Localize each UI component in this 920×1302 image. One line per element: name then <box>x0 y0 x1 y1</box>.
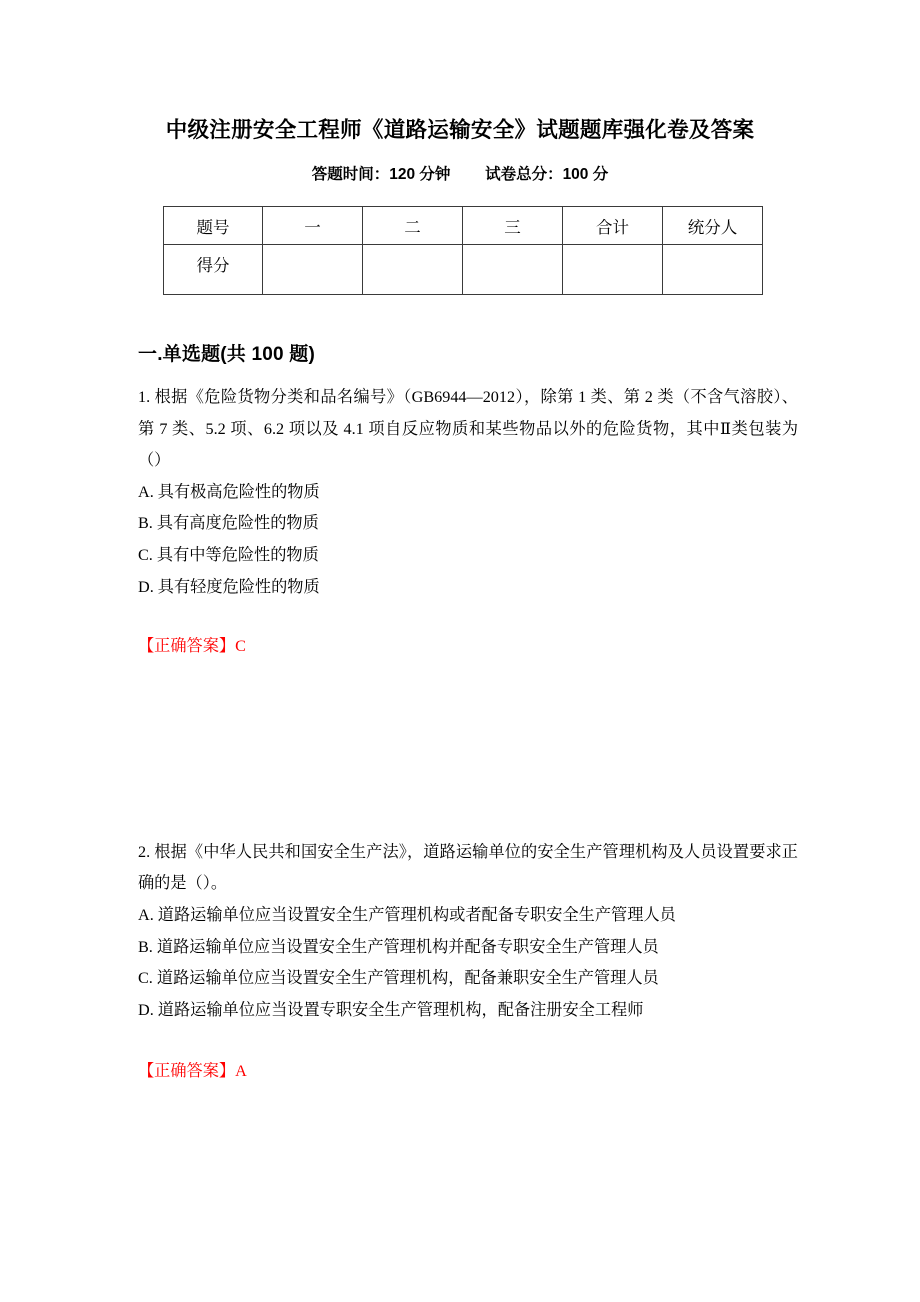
question-1-option-d[interactable]: D. 具有轻度危险性的物质 <box>138 577 320 596</box>
exam-body <box>0 295 920 1088</box>
table-header-cell-1: 一 <box>263 207 363 245</box>
table-row <box>164 245 763 295</box>
question-1-option-b[interactable]: B. 具有高度危险性的物质 <box>138 514 319 533</box>
table-header-cell-scorer: 统分人 <box>663 207 763 245</box>
question-1-answer: 【正确答案】C <box>138 637 246 656</box>
question-2-option-c[interactable]: C. 道路运输单位应当设置安全生产管理机构，配备兼职安全生产管理人员 <box>138 969 659 988</box>
answer-time-label: 答题时间：120 分钟 <box>311 165 451 183</box>
table-cell-score-3[interactable] <box>463 245 563 295</box>
question-2-answer: 【正确答案】A <box>138 1062 247 1081</box>
table-header-cell-3: 三 <box>463 207 563 245</box>
question-stem-2: 2. 根据《中华人民共和国安全生产法》，道路运输单位的安全生产管理机构及人员设置要求正确的是（）。 <box>138 842 798 893</box>
question-stem-1: 1. 根据《危险货物分类和品名编号》（GB6944—2012），除第 1 类、第 2 类（不含气溶胶）、第 7 类、5.2 项、6.2 项以及 4.1 项自反应物质和某些物品以外的危险货物，其中Ⅱ类包装为（） <box>138 388 798 470</box>
question-1-option-c[interactable]: C. 具有中等危险性的物质 <box>138 546 319 565</box>
question-block-1 <box>138 382 798 663</box>
table-cell-score-total[interactable] <box>563 245 663 295</box>
page-title: 中级注册安全工程师《道路运输安全》试题题库强化卷及答案 <box>165 118 755 142</box>
total-score-label: 试卷总分：100 分 <box>485 165 609 183</box>
spacer <box>138 663 798 837</box>
table-row <box>164 207 763 245</box>
spacer <box>138 603 798 631</box>
exam-meta-line <box>0 144 920 185</box>
section-heading-single-choice: 一.单选题(共 100 题) <box>138 344 315 366</box>
score-table <box>163 206 763 295</box>
table-header-cell-total: 合计 <box>563 207 663 245</box>
table-cell-score-2[interactable] <box>363 245 463 295</box>
score-table-container <box>0 184 920 295</box>
question-1-option-a[interactable]: A. 具有极高危险性的物质 <box>138 482 320 501</box>
spacer <box>138 1026 798 1056</box>
question-2-option-b[interactable]: B. 道路运输单位应当设置安全生产管理机构并配备专职安全生产管理人员 <box>138 937 659 956</box>
question-2-option-d[interactable]: D. 道路运输单位应当设置专职安全生产管理机构，配备注册安全工程师 <box>138 1000 644 1019</box>
table-cell-score-scorer[interactable] <box>663 245 763 295</box>
question-2-option-a[interactable]: A. 道路运输单位应当设置安全生产管理机构或者配备专职安全生产管理人员 <box>138 906 676 925</box>
table-cell-score-1[interactable] <box>263 245 363 295</box>
question-block-2 <box>138 837 798 1088</box>
table-header-cell-question-no: 题号 <box>164 207 263 245</box>
table-cell-score-label: 得分 <box>164 245 263 295</box>
table-header-cell-2: 二 <box>363 207 463 245</box>
